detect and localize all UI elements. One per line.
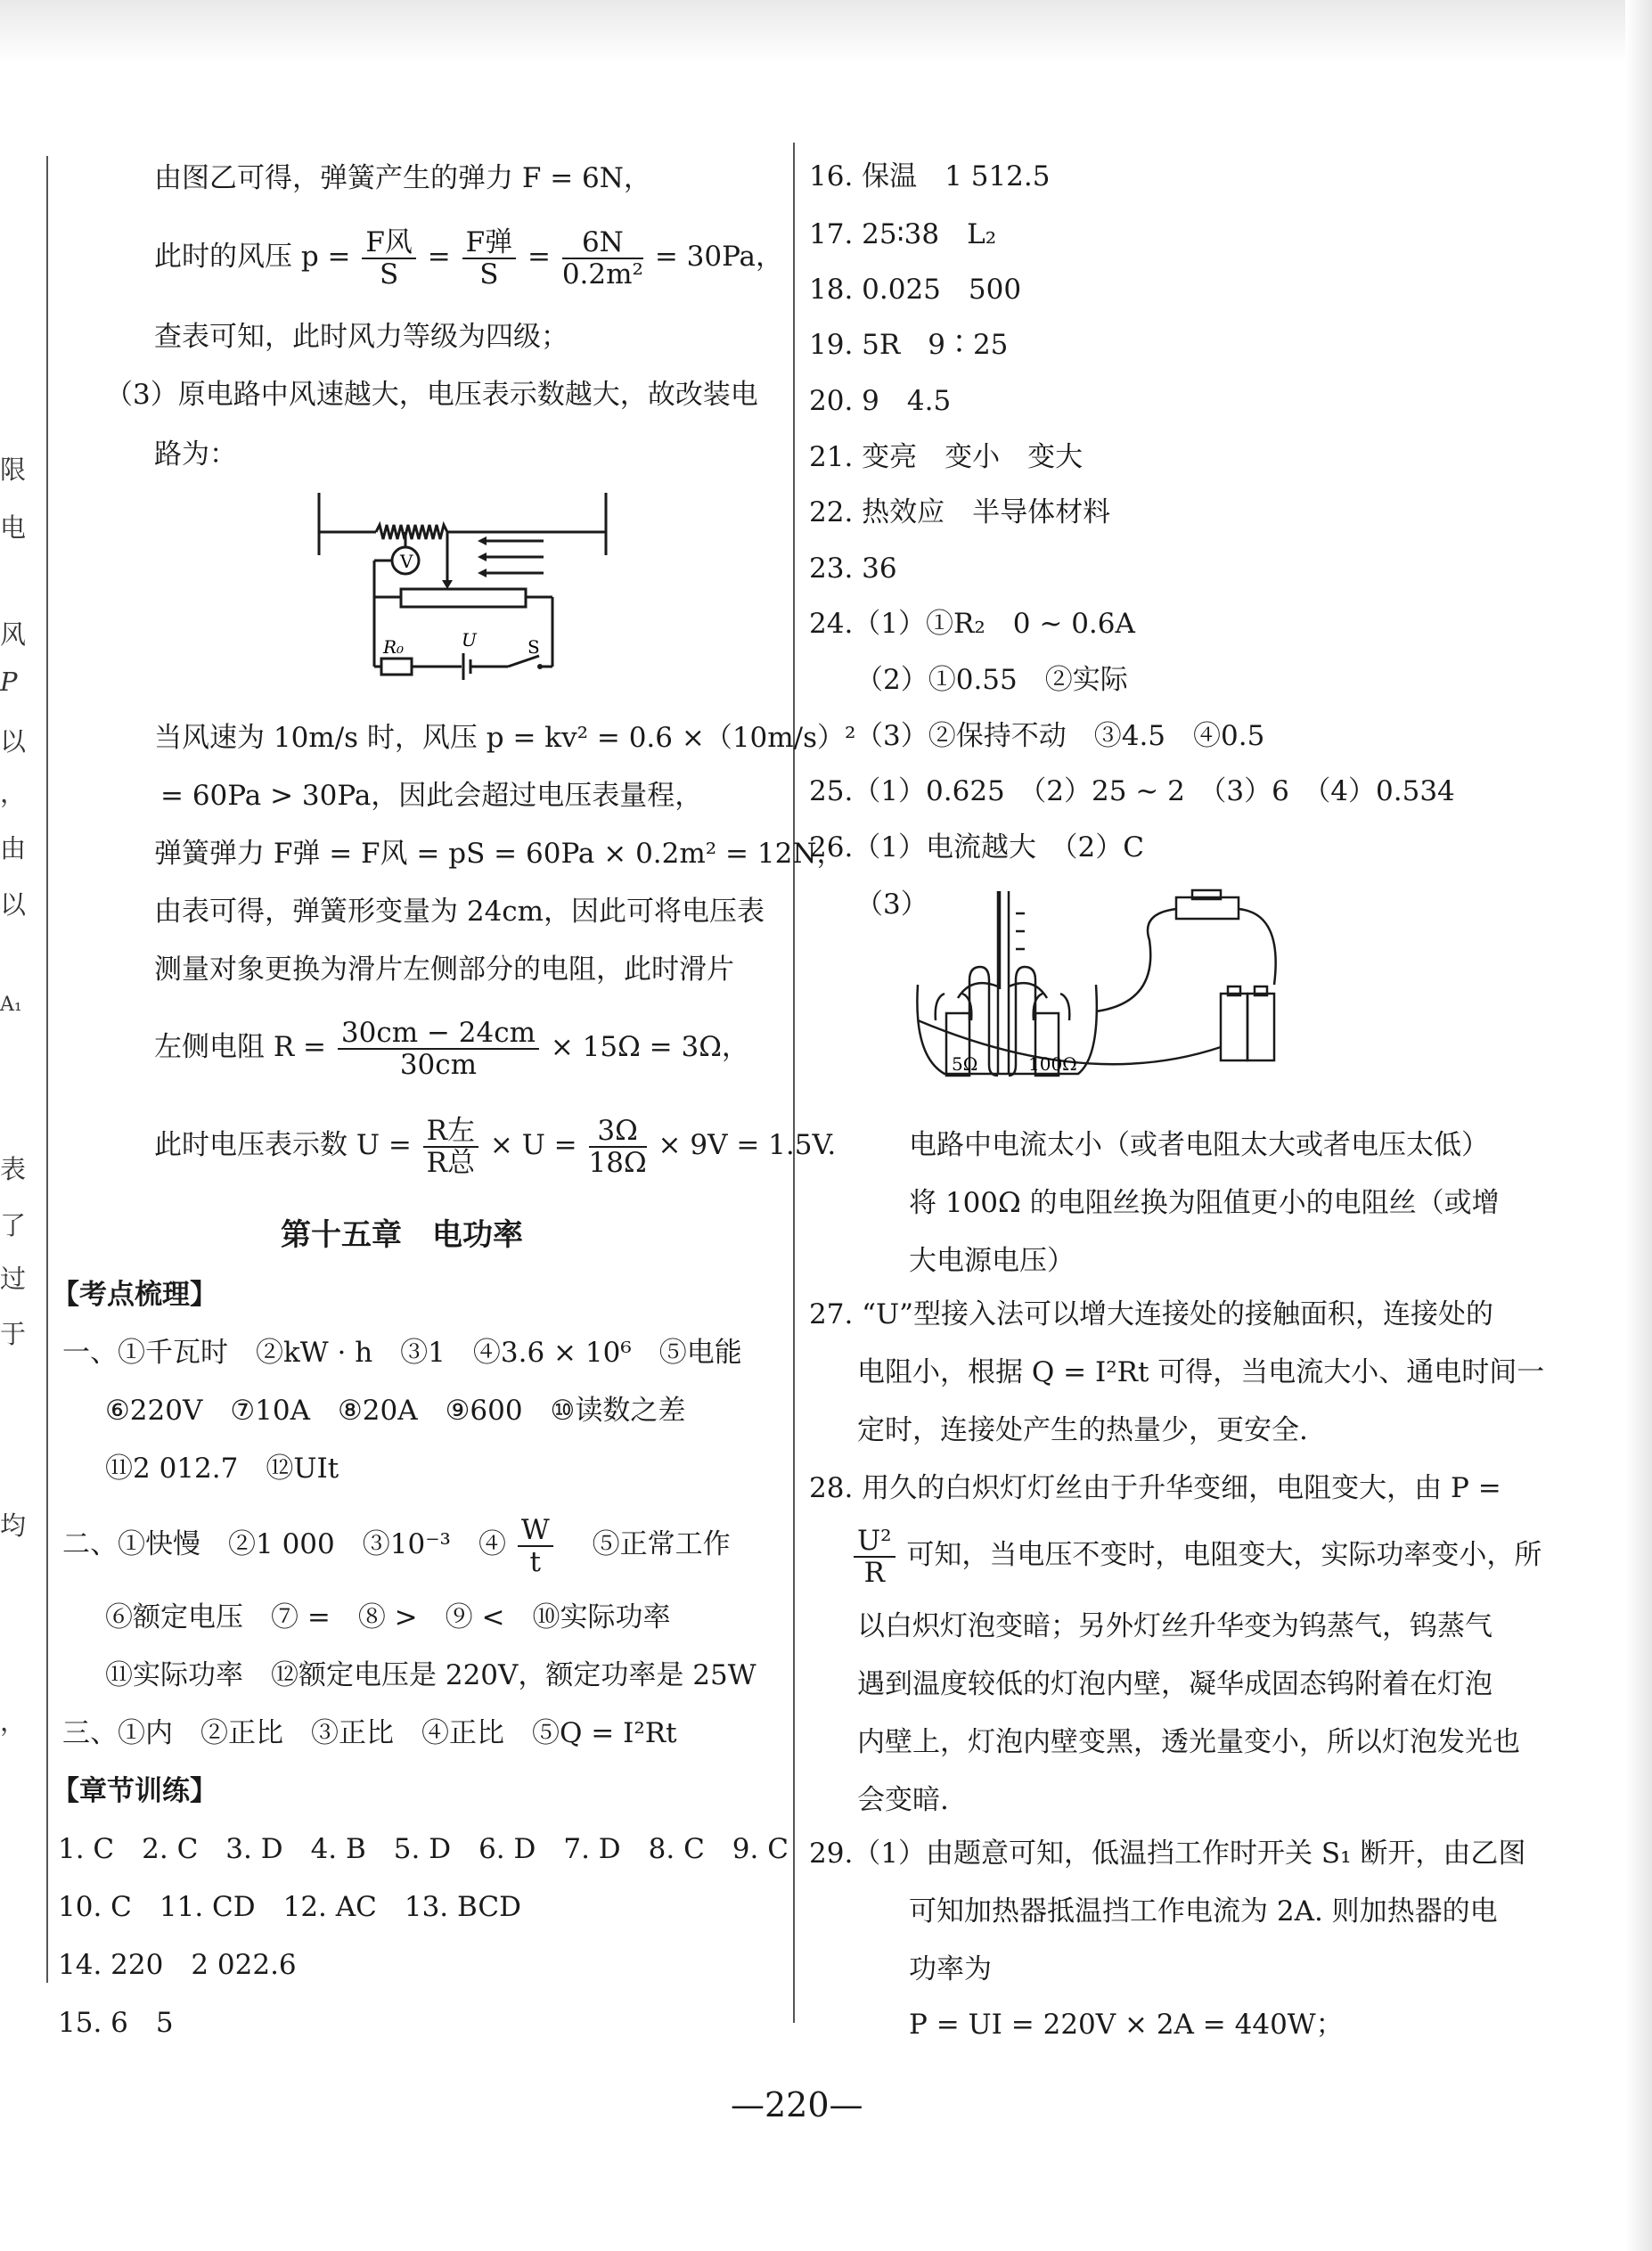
section-heading-zhangjie: 【章节训练】 (52, 1775, 217, 1807)
edge-char: 均 (0, 1510, 27, 1541)
modified-circuit-diagram (312, 493, 615, 684)
answer-line: 将 100Ω 的电阻丝换为阻值更小的电阻丝（或增 (909, 1187, 1500, 1219)
answer-line: （2）①0.55 ②实际 (855, 664, 1128, 696)
r0-label: R₀ (383, 636, 405, 658)
switch-label: S (527, 636, 540, 658)
answer-line: 电阻小，根据 Q = I²Rt 可得，当电流大小、通电时间一 (857, 1356, 1545, 1388)
answer-line: 15. 6 5 (58, 2007, 174, 2039)
answer-line: ⑥额定电压 ⑦ = ⑧ > ⑨ < ⑩实际功率 (105, 1601, 671, 1633)
answer-line: 会变暗. (857, 1784, 949, 1816)
answer-line: 遇到温度较低的灯泡内壁，凝华成固态钨附着在灯泡 (857, 1668, 1493, 1700)
edge-char: A₁ (0, 994, 22, 1016)
section-heading-kaodian: 【考点梳理】 (52, 1279, 217, 1311)
edge-char: 限 (0, 454, 27, 485)
answer-line: 大电源电压） (909, 1245, 1075, 1277)
edge-char: 风 (0, 619, 27, 650)
answer-line: 27. “U”型接入法可以增大连接处的接触面积，连接处的 (809, 1298, 1493, 1330)
edge-char: 电 (0, 512, 27, 543)
answer-line: 26.（1）电流越大 （2）C (809, 831, 1144, 864)
answer-line: 1. C 2. C 3. D 4. B 5. D 6. D 7. D 8. C 9. C (58, 1833, 789, 1865)
answer-line: 电路中电流太小（或者电阻太大或者电压太低） (909, 1129, 1489, 1161)
formula-voltmeter-reading: 此时电压表示数 U = $\frac{\text{R左}}{\text{R总}}$ × U = $\frac{3\Omega}{18\Omega}$ × 9V = 1.5V. (154, 1114, 837, 1179)
answer-line: 24.（1）①R₂ 0 ~ 0.6A (809, 608, 1135, 640)
answer-line: 可知加热器抵温挡工作电流为 2A. 则加热器的电 (909, 1895, 1498, 1928)
answer-line: 查表可知，此时风力等级为四级； (154, 321, 568, 353)
formula-left-resistance: 左侧电阻 R = $\frac{30cm - 24cm}{30cm}$ × 15Ω = 3Ω， (154, 1016, 749, 1081)
edge-char: 了 (0, 1210, 27, 1240)
answer-line: 18. 0.025 500 (809, 274, 1022, 306)
answer-line: 21. 变亮 变小 变大 (809, 441, 1084, 473)
edge-char: 于 (0, 1319, 27, 1349)
resistor-5-label: 5Ω (952, 1053, 978, 1075)
answer-line: 二、①快慢 ②1 000 ③10⁻³ ④ $\frac{W}{t}$ ⑤正常工作 (62, 1513, 731, 1578)
answer-line: 以白炽灯泡变暗；另外灯丝升华变为钨蒸气，钨蒸气 (857, 1610, 1493, 1642)
answer-line: 由表可得，弹簧形变量为 24cm，因此可将电压表 (154, 896, 765, 928)
resistor-100-label: 100Ω (1028, 1053, 1077, 1075)
answer-line: 29.（1）由题意可知，低温挡工作时开关 S₁ 断开，由乙图 (809, 1838, 1526, 1870)
answer-line: 28. 用久的白炽灯灯丝由于升华变细，电阻变大，由 P = (809, 1472, 1501, 1504)
answer-line: 当风速为 10m/s 时，风压 p = kv² = 0.6 ×（10m/s）² (154, 722, 856, 754)
answer-line: $\frac{\text{U²}}{R}$ 可知，当电压不变时，电阻变大，实际功率变小，所 (854, 1519, 1542, 1591)
answer-line: 三、①内 ②正比 ③正比 ④正比 ⑤Q = I²Rt (62, 1717, 677, 1749)
formula-wind-pressure: 此时的风压 p = $\frac{\text{F风}}{S}$ = $\frac{\text{F弹}}{S}$ = $\frac{6N}{\text{0.2m²}}$ = 30Pa， (154, 225, 784, 291)
answer-line: 路为： (154, 438, 237, 471)
left-margin-rule (46, 156, 48, 1983)
scan-shadow-top (0, 0, 1652, 62)
answer-line: 19. 5R 9∶25 (809, 329, 1009, 361)
answer-line: 弹簧弹力 F弹 = F风 = pS = 60Pa × 0.2m² = 12N， (154, 838, 845, 870)
answer-line: 14. 220 2 022.6 (58, 1949, 297, 1981)
answer-line: 17. 25∶38 L₂ (809, 218, 997, 250)
answer-line: 一、①千瓦时 ②kW · h ③1 ④3.6 × 10⁶ ⑤电能 (62, 1337, 742, 1369)
edge-char: 由 (0, 833, 27, 864)
answer-line: 10. C 11. CD 12. AC 13. BCD (58, 1891, 521, 1923)
experiment-apparatus-sketch (909, 887, 1310, 1087)
answer-line: 16. 保温 1 512.5 (809, 160, 1051, 192)
answer-line: （3） (855, 888, 928, 921)
edge-char: 过 (0, 1264, 27, 1294)
answer-line: 测量对象更换为滑片左侧部分的电阻，此时滑片 (154, 954, 734, 986)
answer-line: ⑥220V ⑦10A ⑧20A ⑨600 ⑩读数之差 (105, 1395, 686, 1427)
answer-line: （3）原电路中风速越大，电压表示数越大，故改装电 (105, 379, 758, 411)
column-divider (793, 143, 795, 2023)
edge-char: 以 (0, 726, 27, 757)
edge-char: 以 (0, 889, 27, 920)
answer-line: 由图乙可得，弹簧产生的弹力 F = 6N， (154, 162, 651, 194)
u-label: U (462, 629, 477, 651)
voltmeter-label: V (400, 551, 413, 572)
scan-shadow-right (1625, 0, 1652, 2251)
answer-line: = 60Pa > 30Pa，因此会超过电压表量程， (160, 780, 703, 812)
answer-line: 定时，连接处产生的热量少，更安全. (857, 1414, 1308, 1446)
answer-line: ⑪实际功率 ⑫额定电压是 220V，额定功率是 25W (105, 1659, 756, 1691)
answer-line: 25.（1）0.625 （2）25 ~ 2 （3）6 （4）0.534 (809, 775, 1455, 807)
answer-line: ⑪2 012.7 ⑫UIt (105, 1453, 339, 1485)
answer-line: 22. 热效应 半导体材料 (809, 496, 1111, 528)
edge-char: ， (0, 1707, 27, 1737)
answer-line: 23. 36 (809, 553, 897, 585)
answer-line: P = UI = 220V × 2A = 440W； (909, 2009, 1344, 2041)
edge-char: ， (0, 778, 27, 808)
answer-line: 20. 9 4.5 (809, 385, 952, 417)
answer-line: 内壁上，灯泡内壁变黑，透光量变小，所以灯泡发光也 (857, 1726, 1520, 1758)
page-number: —220— (731, 2085, 863, 2124)
edge-char: P (0, 667, 18, 697)
answer-line: （3）②保持不动 ③4.5 ④0.5 (855, 720, 1265, 752)
chapter-title: 第十五章 电功率 (281, 1217, 523, 1253)
answer-line: 功率为 (909, 1953, 992, 1985)
edge-char: 表 (0, 1154, 27, 1184)
